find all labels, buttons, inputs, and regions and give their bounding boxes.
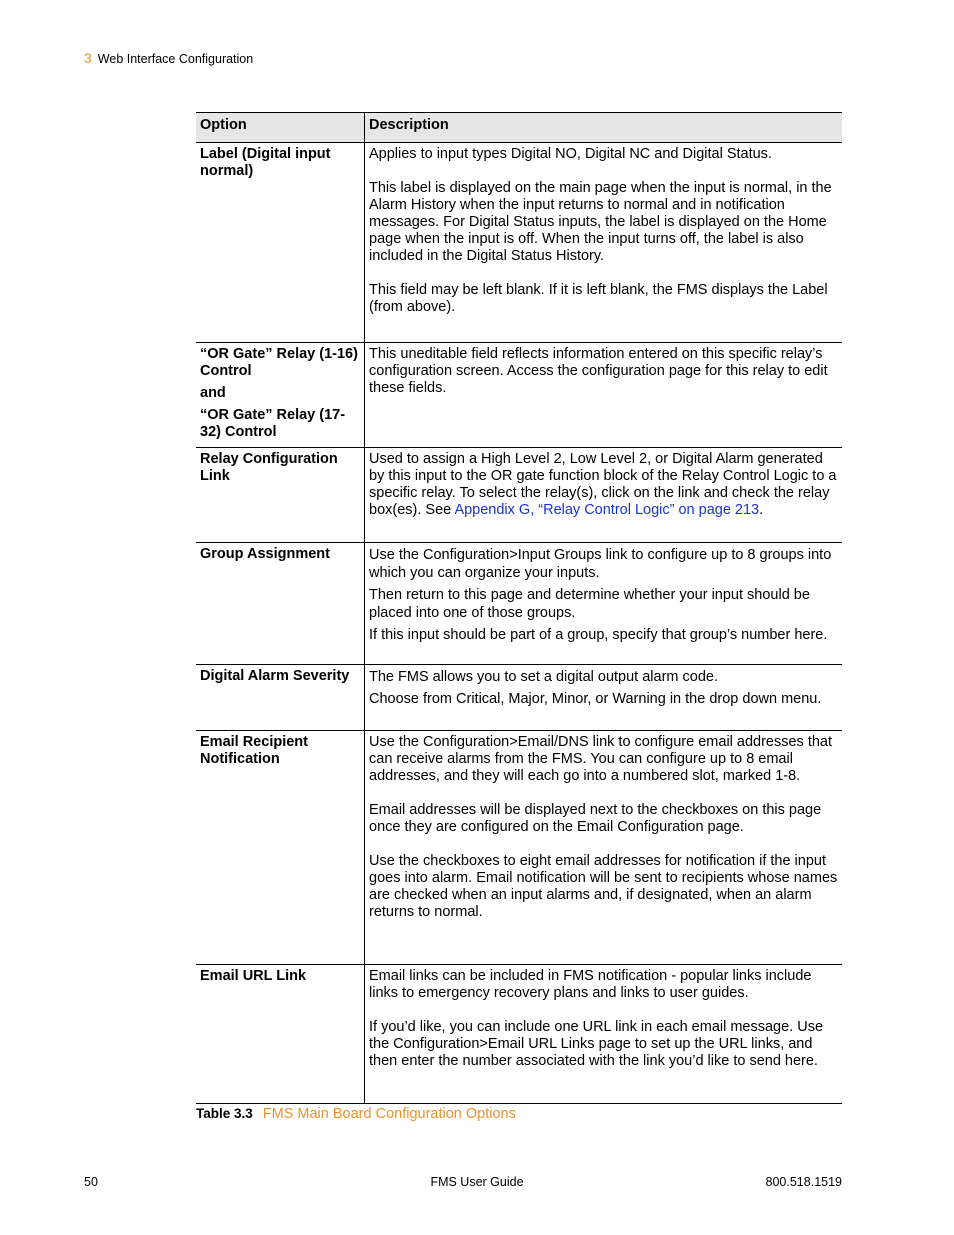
page-header bbox=[84, 50, 253, 66]
table-row bbox=[196, 665, 842, 731]
column-header-option: Option bbox=[196, 113, 365, 143]
guide-title: FMS User Guide bbox=[430, 1175, 524, 1189]
phone-number: 800.518.1519 bbox=[765, 1175, 842, 1189]
table-row bbox=[196, 543, 842, 665]
option-group-assignment: Group Assignment bbox=[196, 543, 365, 665]
description-cell bbox=[365, 343, 843, 448]
chapter-title: Web Interface Configuration bbox=[97, 52, 254, 66]
options-table bbox=[196, 112, 842, 1104]
option-digital-alarm-severity: Digital Alarm Severity bbox=[196, 665, 365, 731]
option-email-recipient-notification: Email Recipient Notification bbox=[196, 731, 365, 965]
description-text: Used to assign a High Level 2, Low Level 2, or Digital Alarm generated by this input to the OR gate function block of the Relay Control Logic to a specific relay. To select the relay(s), click on the link and check the relay box(es). See bbox=[369, 451, 837, 518]
column-header-description: Description bbox=[365, 113, 843, 143]
description-cell bbox=[365, 543, 843, 665]
option-or-gate-relay-17-32: “OR Gate” Relay (17-32) Control bbox=[200, 407, 346, 440]
description-paragraph: Use the Configuration>Input Groups link to configure up to 8 groups into which you can organize your inputs. bbox=[369, 547, 832, 581]
description-paragraph: Then return to this page and determine whether your input should be placed into one of those groups. bbox=[369, 587, 810, 621]
table-row bbox=[196, 965, 842, 1104]
table-row bbox=[196, 343, 842, 448]
description-paragraph: Use the Configuration>Email/DNS link to configure email addresses that can receive alarms from the FMS. You can configure up to 8 email addresses, and they will each go into a numbered slot, marked 1-8. bbox=[369, 734, 833, 784]
description-cell bbox=[365, 143, 843, 343]
table-row bbox=[196, 731, 842, 965]
description-paragraph: If this input should be part of a group, specify that group’s number here. bbox=[369, 627, 828, 643]
option-label-digital-input-normal: Label (Digital input normal) bbox=[196, 143, 365, 343]
description-cell bbox=[365, 448, 843, 543]
description-paragraph bbox=[369, 451, 838, 519]
chapter-number: 3 bbox=[84, 50, 92, 66]
description-paragraph: The FMS allows you to set a digital output alarm code. bbox=[369, 669, 718, 685]
appendix-g-link[interactable]: Appendix G, “Relay Control Logic” on page 213 bbox=[454, 502, 760, 518]
description-paragraph: This uneditable field reflects information entered on this specific relay’s configuration screen. Access the configuration page for this relay to edit these fields. bbox=[369, 346, 828, 396]
description-text-end: . bbox=[759, 502, 764, 518]
table-row bbox=[196, 143, 842, 343]
description-paragraph: Email addresses will be displayed next to the checkboxes on this page once they are configured on the Email Configuration page. bbox=[369, 802, 822, 835]
description-paragraph: Use the checkboxes to eight email addresses for notification if the input goes into alarm. Email notification will be sent to recipients whose names are checked when an input alarms and, if designated, when an alarm returns to normal. bbox=[369, 853, 838, 920]
table-header-row bbox=[196, 113, 842, 143]
description-cell bbox=[365, 965, 843, 1104]
table-number: Table 3.3 bbox=[196, 1106, 253, 1121]
table-row bbox=[196, 448, 842, 543]
option-relay-configuration-link: Relay Configuration Link bbox=[196, 448, 365, 543]
description-paragraph: This field may be left blank. If it is left blank, the FMS displays the Label (from above). bbox=[369, 282, 828, 315]
table-caption bbox=[196, 1106, 516, 1122]
description-cell bbox=[365, 731, 843, 965]
option-or-gate-relay bbox=[196, 343, 365, 448]
description-paragraph: Choose from Critical, Major, Minor, or Warning in the drop down menu. bbox=[369, 691, 822, 707]
description-paragraph: If you’d like, you can include one URL link in each email message. Use the Configuration>Email URL Links page to set up the URL links, and then enter the number associated with the link you’d like to send here. bbox=[369, 1019, 824, 1069]
table-title: FMS Main Board Configuration Options bbox=[262, 1106, 516, 1122]
description-paragraph: Applies to input types Digital NO, Digital NC and Digital Status. bbox=[369, 146, 772, 162]
description-paragraph: Email links can be included in FMS notification - popular links include links to emergency recovery plans and links to user guides. bbox=[369, 968, 812, 1001]
page-number: 50 bbox=[84, 1175, 98, 1189]
description-paragraph: This label is displayed on the main page when the input is normal, in the Alarm History when the input returns to normal and in notification messages. For Digital Status inputs, the label is displayed on the Home page when the input is off. When the input turns off, the label is also included in the Digital Status History. bbox=[369, 180, 832, 264]
option-or-gate-relay-1-16: “OR Gate” Relay (1-16) Control bbox=[200, 346, 358, 379]
option-and: and bbox=[200, 385, 226, 401]
option-email-url-link: Email URL Link bbox=[196, 965, 365, 1104]
description-cell bbox=[365, 665, 843, 731]
